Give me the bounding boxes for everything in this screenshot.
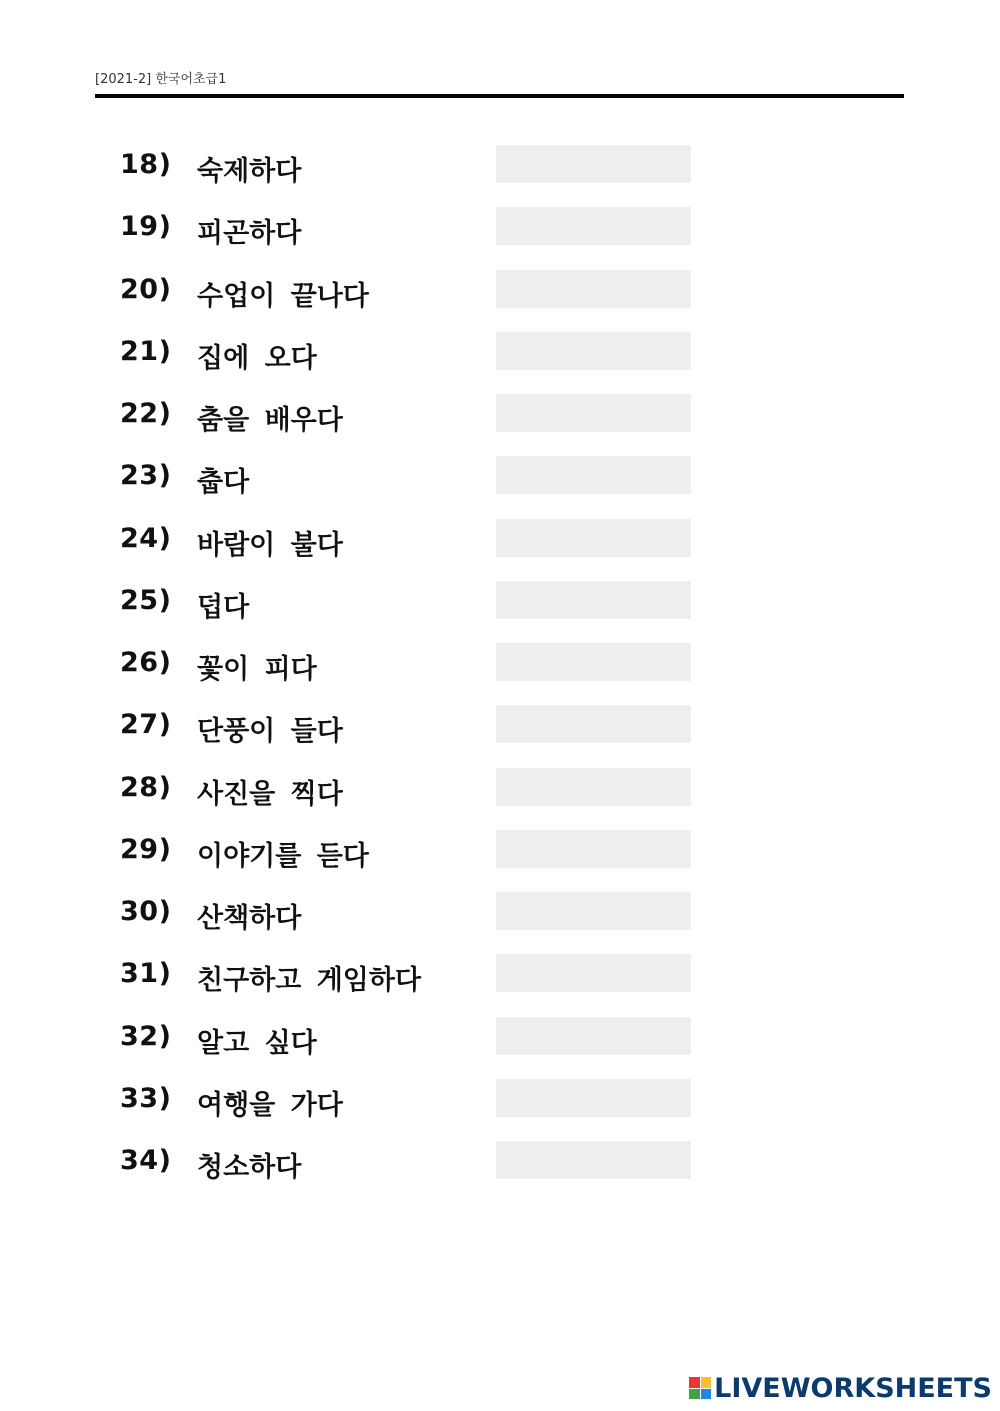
item-number: 24) [120, 522, 172, 554]
item-word: 수업이 끝나다 [197, 280, 369, 312]
item-number: 23) [120, 460, 172, 492]
logo-square-blue [701, 1389, 712, 1400]
liveworksheets-logo-icon [689, 1377, 711, 1399]
answer-input[interactable] [496, 581, 691, 619]
item-number: 33) [120, 1082, 172, 1114]
item-word: 이야기를 듣다 [197, 840, 369, 872]
liveworksheets-brand: LIVEWORKSHEETS [714, 1372, 992, 1404]
item-word: 숙제하다 [197, 156, 302, 187]
item-word: 춥다 [197, 467, 250, 499]
answer-input[interactable] [496, 705, 691, 743]
item-number: 18) [120, 149, 172, 180]
answer-input[interactable] [496, 519, 691, 557]
item-word: 피곤하다 [197, 218, 302, 250]
answer-input[interactable] [496, 270, 691, 308]
answer-input[interactable] [496, 954, 691, 992]
logo-square-yellow [701, 1377, 712, 1388]
exercise-row [0, 1079, 1000, 1119]
item-number: 31) [120, 958, 172, 990]
item-word: 덥다 [197, 591, 250, 623]
item-number: 20) [120, 273, 172, 305]
item-word: 알고 싶다 [197, 1027, 317, 1059]
answer-input[interactable] [496, 456, 691, 494]
item-word: 집에 오다 [197, 342, 317, 374]
exercise-row [0, 768, 1000, 808]
item-number: 29) [120, 833, 172, 865]
exercise-row [0, 270, 1000, 310]
exercise-row [0, 332, 1000, 372]
item-number: 25) [120, 584, 172, 616]
item-number: 26) [120, 647, 172, 678]
answer-input[interactable] [496, 643, 691, 681]
item-number: 21) [120, 335, 172, 367]
header-rule [95, 94, 904, 98]
item-word: 바람이 불다 [197, 529, 343, 561]
item-word: 청소하다 [197, 1152, 302, 1183]
answer-input[interactable] [496, 892, 691, 930]
exercise-row [0, 1017, 1000, 1057]
answer-input[interactable] [496, 332, 691, 370]
item-word: 단풍이 들다 [197, 716, 343, 748]
exercise-row [0, 207, 1000, 250]
answer-input[interactable] [496, 1141, 691, 1179]
item-number: 27) [120, 709, 172, 741]
answer-input[interactable] [496, 207, 691, 245]
item-number: 34) [120, 1145, 172, 1176]
item-word: 산책하다 [197, 903, 302, 934]
logo-square-red [689, 1377, 700, 1388]
exercise-row [0, 1141, 1000, 1181]
answer-input[interactable] [496, 394, 691, 432]
item-number: 30) [120, 896, 172, 927]
exercise-row [0, 892, 1000, 932]
answer-input[interactable] [496, 1079, 691, 1117]
item-word: 꽃이 피다 [197, 654, 317, 685]
answer-input[interactable] [496, 830, 691, 868]
item-number: 28) [120, 771, 172, 803]
worksheet-header: [2021-2] 한국어초급1 [95, 72, 227, 87]
exercise-row [0, 145, 1000, 185]
exercise-row [0, 456, 1000, 499]
exercise-row [0, 705, 1000, 748]
logo-square-green [689, 1389, 700, 1400]
answer-input[interactable] [496, 145, 691, 183]
item-word: 사진을 찍다 [197, 778, 343, 810]
exercise-row [0, 954, 1000, 997]
item-number: 19) [120, 211, 172, 243]
liveworksheets-footer [689, 1373, 992, 1403]
exercise-row [0, 519, 1000, 559]
exercise-row [0, 581, 1000, 621]
exercise-row [0, 830, 1000, 870]
item-word: 여행을 가다 [197, 1089, 343, 1121]
exercise-row [0, 394, 1000, 434]
exercise-row [0, 643, 1000, 683]
answer-input[interactable] [496, 768, 691, 806]
item-number: 22) [120, 398, 172, 429]
item-number: 32) [120, 1020, 172, 1052]
answer-input[interactable] [496, 1017, 691, 1055]
item-word: 친구하고 게임하다 [197, 965, 422, 997]
item-word: 춤을 배우다 [197, 405, 343, 436]
